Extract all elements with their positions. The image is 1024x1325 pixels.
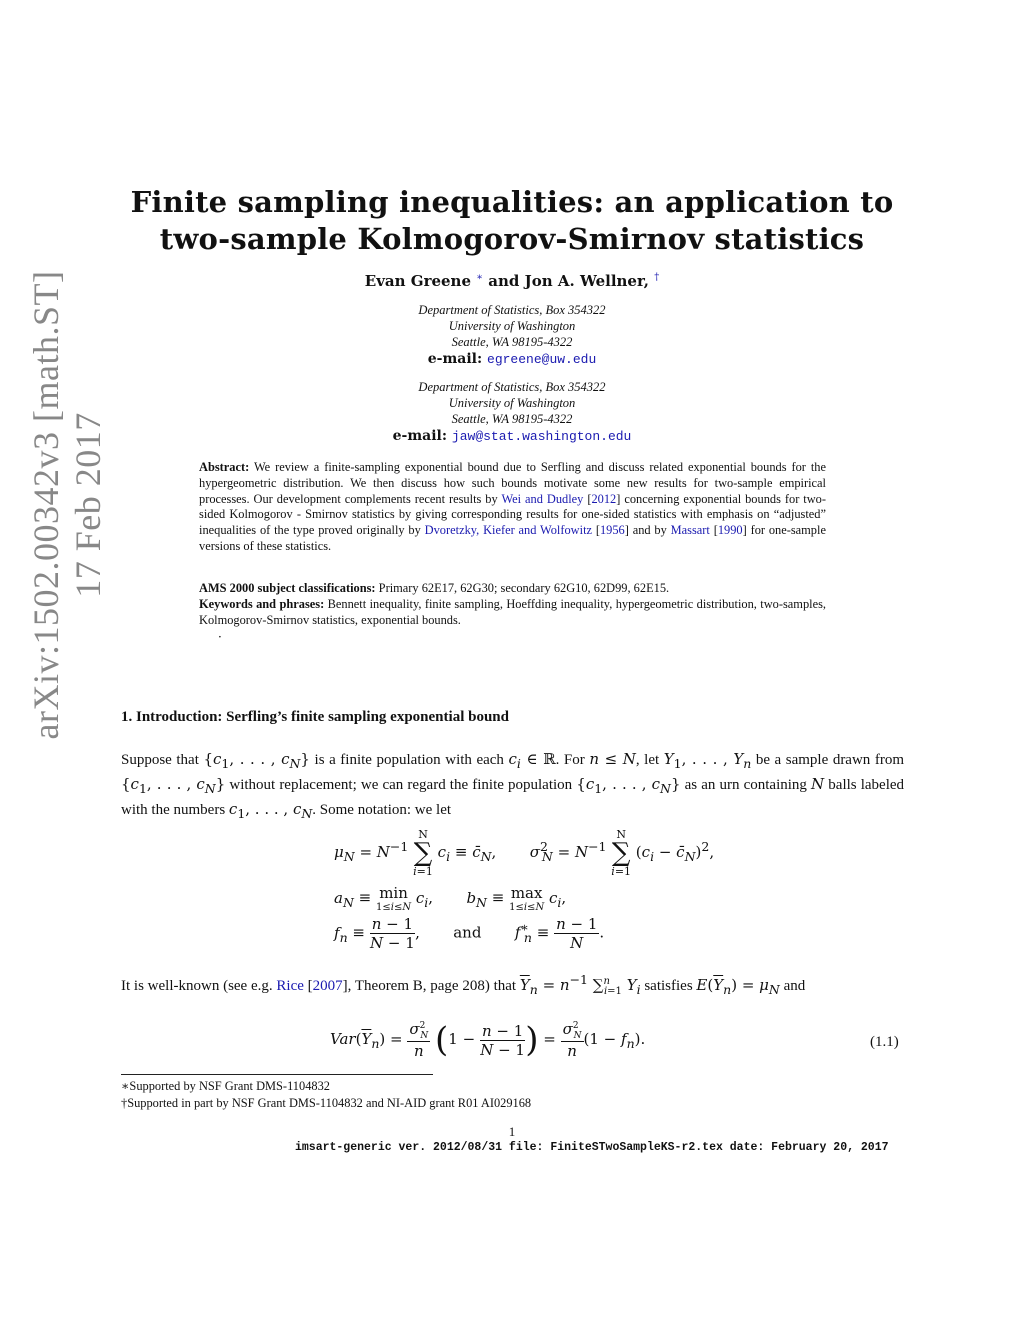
affiliation-2-line-3: Seattle, WA 98195-4322 xyxy=(451,412,573,426)
affiliation-1 xyxy=(0,302,1024,350)
abstract-text-2: concerning exponential bounds for two-sided Kolmogorov - Smirnov statistics by giving corresponding results for one-sided statistics with emphasis on “adjusted” inequalities of the type proved originally by xyxy=(199,491,826,538)
math-population-set: {$c_1$, . . . , $c_N$} xyxy=(576,775,681,796)
math-n-le-n: n ≤ N xyxy=(589,750,636,768)
abstract-label: Abstract: xyxy=(199,460,250,474)
abstract-text-3: and by xyxy=(632,523,667,538)
keywords-label: Keywords and phrases: xyxy=(199,597,325,611)
equation-fractions: $f_n$ ≡ $\frac{n - 1}{N - 1}$ , and $f^∗_n$ ≡ $\frac{n - 1}{N}$ . xyxy=(334,915,605,952)
abstract-text-1: We review a finite-sampling exponential bound due to Serfling and discuss related exponential bounds for the hypergeometric distribution. We then discuss how such bounds motivate some new results for two-sample empirical processes. Our development complements recent results by xyxy=(199,460,826,506)
email-link-1[interactable]: egreene@uw.edu xyxy=(487,352,597,367)
intro-text: without replacement; we can regard the finite population xyxy=(229,777,573,793)
citation-massart-year[interactable]: 1990 xyxy=(717,523,743,538)
title-line-2: two-sample Kolmogorov-Smirnov statistics xyxy=(159,222,865,256)
ams-text: Primary 62E17, 62G30; secondary 62G10, 62D99, 62E15. xyxy=(378,581,670,595)
math-ci-in-r: $c_i$ ∈ ℝ xyxy=(508,750,556,771)
email-label: e-mail: xyxy=(427,351,483,367)
email-label: e-mail: xyxy=(392,428,448,444)
intro-text: . For xyxy=(555,752,585,768)
author-2-footnote-mark[interactable]: † xyxy=(654,272,660,283)
intro-text: as an urn containing xyxy=(684,777,807,793)
author-line xyxy=(0,272,1024,290)
affiliation-1-line-1: Department of Statistics, Box 354322 xyxy=(418,303,606,317)
affiliation-1-line-2: University of Washington xyxy=(448,319,576,333)
footnote-divider xyxy=(121,1074,433,1075)
intro-text: Suppose that xyxy=(121,752,199,768)
citation-rice-year[interactable]: 2007 xyxy=(312,978,343,994)
affiliation-2-line-2: University of Washington xyxy=(448,396,576,410)
paper-title xyxy=(0,184,1024,258)
abstract: Abstract: We review a finite-sampling exponential bound due to Serfling and discuss related exponential bounds for the hypergeometric distribution. We then discuss how such bounds motivate some new results for two-sample empirical processes. Our development complements recent results by Wei and Dudley [2012] concerning exponential bounds for two-sided Kolmogorov - Smirnov statistics by giving corresponding results for one-sided statistics with emphasis on “adjusted” inequalities of the type proved originally by Dvoretzky, Kiefer and Wolfowitz [1956] and by Massart [1990] for one-sample versions of these statistics. xyxy=(199,460,826,553)
equation-and: and xyxy=(453,923,482,942)
section-heading: 1. Introduction: Serfling’s finite sampling exponential bound xyxy=(121,709,509,725)
citation-wei-dudley-year[interactable]: 2012 xyxy=(591,491,617,506)
imsart-meta-line: imsart-generic ver. 2012/08/31 file: FiniteSTwoSampleKS-r2.tex date: February 20, 2017 xyxy=(295,1141,889,1154)
equation-mean-variance: $\mu_N = N^{-1}$ N ∑ i=1 $c_i$ ≡ $c̄_N$, $\sigma^2_N = N^{-1}$ N ∑ i=1 ($c_i$ − $c̄_N)^2$, xyxy=(334,828,715,878)
equation-variance: $Var(\overline{Y}_n)$ = $\frac{\sigma^2_N}{n}$ (1 − $\frac{n - 1}{N - 1}$ ) = $\frac{\sigma^2_N}{n}$ $(1 - f_n)$. xyxy=(330,1020,646,1060)
title-line-1: Finite sampling inequalities: an application to xyxy=(130,185,894,219)
abstract-text-4: for one-sample versions of these statistics. xyxy=(199,523,826,553)
intro-paragraph xyxy=(121,749,904,824)
citation-massart[interactable]: Massart xyxy=(670,523,710,538)
affiliation-1-line-3: Seattle, WA 98195-4322 xyxy=(451,335,573,349)
math-population-set: {$c_1$, . . . , $c_N$} xyxy=(203,750,310,771)
ams-label: AMS 2000 subject classifications: xyxy=(199,581,376,595)
math-sample-mean: $\overline{Y}_n = n^{-1}$ ∑$^n_{i=1}$ $Y_i$ xyxy=(519,972,641,997)
author-and: and xyxy=(488,272,520,290)
intro-text: , let xyxy=(635,752,660,768)
keywords-text: Bennett inequality, finite sampling, Hoeffding inequality, hypergeometric distribution, two-samples, Kolmogorov-Smirnov statistics, exponential bounds. xyxy=(199,597,827,627)
equation-min-max: $a_N$ ≡ min 1≤i≤N $c_i$, $b_N$ ≡ max 1≤i≤N $c_i$, xyxy=(334,884,567,913)
math-labels: $c_1$, . . . , $c_N$ xyxy=(228,800,313,821)
para2-text: , Theorem B, page 208) that xyxy=(347,978,517,994)
citation-rice[interactable]: Rice xyxy=(276,978,304,994)
author-2: Jon A. Wellner, xyxy=(524,272,649,290)
citation-dkw-year[interactable]: 1956 xyxy=(599,523,625,538)
math-expectation: $E(\overline{Y}_n) = \mu_N$ xyxy=(696,976,780,997)
math-n: N xyxy=(811,775,825,793)
intro-text: be a sample drawn from xyxy=(755,752,905,768)
stray-dot: · xyxy=(218,630,222,644)
para2-text: and xyxy=(783,978,806,994)
page-number: 1 xyxy=(508,1124,516,1139)
math-sample: $Y_1$, . . . , $Y_n$ xyxy=(663,750,752,771)
email-line-1 xyxy=(0,351,1024,367)
citation-wei-dudley[interactable]: Wei and Dudley xyxy=(501,491,584,506)
email-link-2[interactable]: jaw@stat.washington.edu xyxy=(451,429,632,444)
email-line-2 xyxy=(0,428,1024,444)
equation-number[interactable]: (1.1) xyxy=(870,1034,899,1050)
arxiv-margin-label: arXiv:1502.00342v3 [math.ST] 17 Feb 2017 xyxy=(26,270,108,740)
intro-text: . Some notation: we let xyxy=(312,802,452,818)
paragraph-2: It is well-known (see e.g. Rice [2007], Theorem B, page 208) that $\overline{Y}_n = n^{-1}$ ∑$^n_{i=1}$ $Y_i$ satisfies $E(\overline{Y}_n) = \mu_N$ and xyxy=(121,972,806,997)
para2-text: satisfies xyxy=(644,978,693,994)
footnote-2: †Supported in part by NSF Grant DMS-1104832 and NI-AID grant R01 AI029168 xyxy=(121,1096,532,1110)
author-1-footnote-mark[interactable]: ∗ xyxy=(476,272,484,283)
keywords xyxy=(199,597,826,629)
citation-dkw[interactable]: Dvoretzky, Kiefer and Wolfowitz xyxy=(424,523,593,538)
affiliation-2-line-1: Department of Statistics, Box 354322 xyxy=(418,380,606,394)
intro-text: is a finite population with each xyxy=(314,752,504,768)
affiliation-2 xyxy=(0,379,1024,427)
intro-text: balls labeled with the numbers xyxy=(121,777,905,818)
subject-classifications xyxy=(199,581,826,597)
math-population-set: {$c_1$, . . . , $c_N$} xyxy=(121,775,226,796)
para2-text: It is well-known (see e.g. xyxy=(121,978,273,994)
footnote-1: ∗Supported by NSF Grant DMS-1104832 xyxy=(121,1079,330,1093)
author-1: Evan Greene xyxy=(364,272,472,290)
